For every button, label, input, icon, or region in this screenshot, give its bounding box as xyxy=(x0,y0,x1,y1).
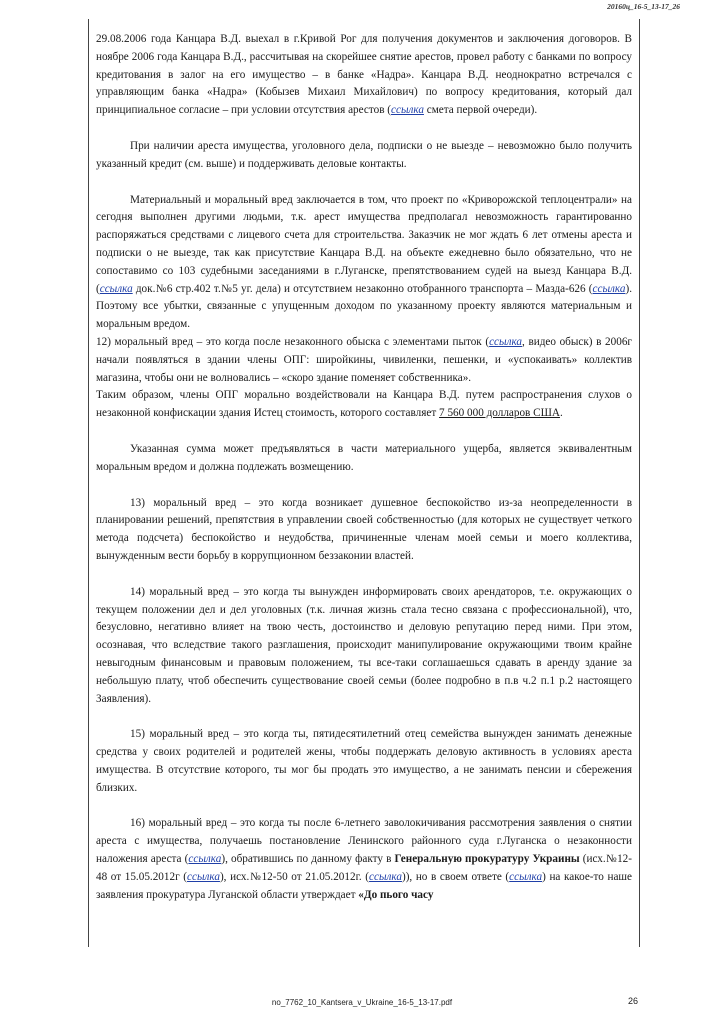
link-estimate[interactable]: ссылка xyxy=(391,104,424,117)
paragraph-1: 29.08.2006 года Канцара В.Д. выехал в г.Кривой Рог для получения документов и заключения договоров. В ноябре 2006 года Канцара В.Д., рассчитывая на скорейшее снятие арестов, провел работу с банками по вопросу кредитования в залог на его имущество – в банке «Надра». Канцара В.Д. неоднократно встречался с управляющим банка «Надра» (Кобызев Михаил Михайлович) по вопросу кредитования, который дал принципиальное согласие – при условии отсутствия арестов (ссылка смета первой очереди). xyxy=(96,33,632,117)
paragraph-10: 16) моральный вред – это когда ты после 6-летнего заволокичивания рассмотрения заявления о снятии ареста с имущества, получаешь постановление Ленинского районного суда г.Луганска о незаконности наложения ареста (ссылка), обратившись по данному факту в Генеральную прокуратуру Украины (исх.№12-48 от 15.05.2012г (ссылка), исх.№12-50 от 21.05.2012г. (ссылка)), но в своем ответе (ссылка) на какое-то наше заявления прокуратура Луганской области утверждает «До пього часу xyxy=(96,817,632,901)
paragraph-5: Таким образом, члены ОПГ морально воздействовали на Канцара В.Д. путем распространения слухов о незаконной конфискации здания Истец стоимость, которого составляет 7 560 000 долларов США. xyxy=(96,389,632,420)
link-doc-6[interactable]: ссылка xyxy=(99,282,133,295)
document-body xyxy=(96,31,632,904)
paragraph-7: 13) моральный вред – это когда возникает душевное беспокойство из-за неопределенности в планировании решений, препятствия в управлении своей собственностью (для которых не существует четкого метода подсчета) беспокойство и неудобства, причиненные членам моей семьи и моего коллектива, вынужденным вести борьбу в коррупционном беззаконии властей. xyxy=(96,496,632,562)
header-stamp: 20160ц_16-5_13-17_26 xyxy=(607,2,680,11)
prosecutor-general: Генеральную прокуратуру Украины xyxy=(394,853,580,866)
link-court-ruling[interactable]: ссылка xyxy=(188,853,222,866)
link-ref-12-48[interactable]: ссылка xyxy=(187,870,220,883)
quote-start: «До пього часу xyxy=(358,888,434,901)
link-ref-12-50[interactable]: ссылка xyxy=(369,870,402,883)
link-search[interactable]: ссылка xyxy=(489,335,523,348)
paragraph-3: Материальный и моральный вред заключается в том, что проект по «Криворожской теплоцентрали» на сегодня выполнен другими людьми, т.к. арест имущества предполагал невозможность гарантированно распоряжаться средствами с лицевого счета для строительства. Заказчик не мог ждать 6 лет отмены ареста и подписки о не выезде, так как присутствие Канцара В.Д. на объекте ежедневно было обязательно, что не сопоставимо со 103 судебными заседаниями в г.Луганске, препятствованием судей на выезд Канцара В.Д. (ссылка док.№6 стр.402 т.№5 уг. дела) и отсутствием незаконно отобранного транспорта – Мазда-626 (ссылка). Поэтому все убытки, связанные с упущенным доходом по указанному проекту являются материальным и моральным вредом. xyxy=(96,193,632,331)
paragraph-4: 12) моральный вред – это когда после незаконного обыска с элементами пыток (ссылка, видео обыск) в 2006г начали появляться в здании члены ОПГ: широйкины, чивиленки, пешенки, и «успокаивать» коллектив магазина, чтобы они не волновались – «скоро здание поменяет собственника». xyxy=(96,335,632,384)
link-mazda[interactable]: ссылка xyxy=(592,282,626,295)
paragraph-6: Указанная сумма может предъявляться в части материального ущерба, является эквивалентным моральным вредом и должна подлежать возмещению. xyxy=(96,442,632,473)
page-number: 26 xyxy=(627,996,638,1006)
paragraph-2: При наличии ареста имущества, уголовного дела, подписки о не выезде – невозможно было получить указанный кредит (см. выше) и поддерживать деловые контакты. xyxy=(96,139,632,170)
paragraph-8: 14) моральный вред – это когда ты вынужден информировать своих арендаторов, т.е. окружающих о текущем положении дел и дел уголовных (т.к. личная жизнь стала тесно связана с профессиональной), что, безусловно, негативно влияет на твою честь, достоинство и деловую репутацию перед ними. При этом, осознавая, что вследствие такого разглашения, происходит манипулирование окружающими твоим крайне невыгодным финансовым и правовым положением, ты все-таки соглашаешься сдавать в аренду здание за небольшую плату, чтоб обеспечить существование своей семьи (более подробно в п.в ч.2 п.1 р.2 настоящего Заявления). xyxy=(96,585,632,705)
link-response[interactable]: ссылка xyxy=(509,870,543,883)
paragraph-9: 15) моральный вред – это когда ты, пятидесятилетний отец семейства вынужден занимать денежные средства у своих родителей и родителей жены, чтобы поддержать деловую активность в условиях ареста имущества. В отсутствие которого, ты мог бы продать это имущество, а не занимать пенсии и сбережения близких. xyxy=(96,728,632,794)
amount-usd: 7 560 000 долларов США xyxy=(439,407,560,420)
footer-filename: no_7762_10_Kantsera_v_Ukraine_16-5_13-17.pdf xyxy=(271,998,453,1007)
